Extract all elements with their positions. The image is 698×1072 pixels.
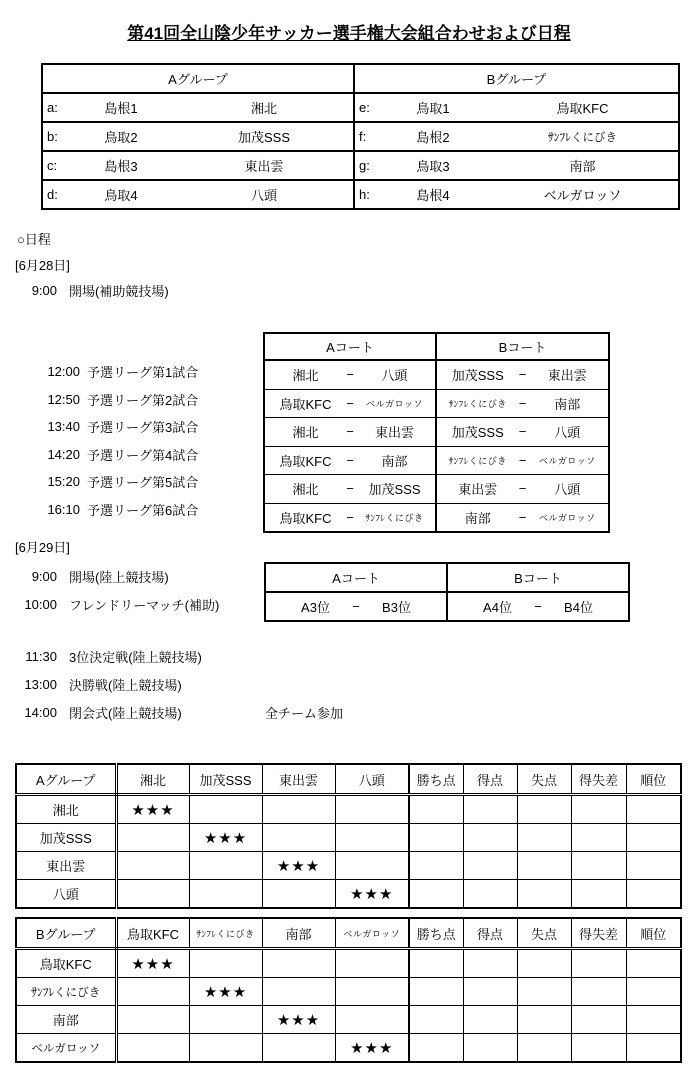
match-cell <box>436 503 609 532</box>
stars-marker: ★★★ <box>276 1011 321 1029</box>
away-team: 南部 <box>381 453 408 469</box>
empty-cell <box>262 880 335 909</box>
vs-dash: − <box>518 481 527 497</box>
third-place-line <box>17 646 202 666</box>
empty-cell <box>517 978 571 1006</box>
stars-marker: ★★★ <box>131 801 175 819</box>
empty-cell <box>517 1006 571 1034</box>
match-cell <box>436 389 609 418</box>
empty-cell <box>409 1006 463 1034</box>
match-schedule-line <box>46 413 198 440</box>
group-cell <box>42 180 354 209</box>
table-row <box>264 360 609 389</box>
empty-cell <box>335 824 409 852</box>
empty-cell <box>463 880 517 909</box>
empty-cell <box>409 795 463 824</box>
diagonal-cell <box>262 852 335 880</box>
slot-label: e: <box>359 100 370 115</box>
team-name: 湘北 <box>250 101 277 116</box>
closing-note-text: 全チーム参加 <box>265 705 344 721</box>
vs-dash: − <box>346 452 354 468</box>
match-cell <box>264 446 436 475</box>
match-cell <box>436 418 609 447</box>
empty-cell <box>116 824 189 852</box>
table-row <box>264 503 609 532</box>
diagonal-cell <box>262 1006 335 1034</box>
empty-cell <box>189 852 262 880</box>
match-schedule-line <box>46 358 198 385</box>
away-team: ベルガロッソ <box>538 512 596 523</box>
group-cell <box>42 93 354 122</box>
team-column-header: 八頭 <box>335 764 409 795</box>
time-label: 12:00 <box>47 364 80 379</box>
stat-column-header: 失点 <box>517 764 571 795</box>
empty-cell <box>189 1006 262 1034</box>
home-team: A4位 <box>483 600 512 615</box>
group-cell <box>42 151 354 180</box>
empty-cell <box>626 852 681 880</box>
empty-cell <box>189 880 262 909</box>
empty-cell <box>189 1034 262 1063</box>
empty-cell <box>335 949 409 978</box>
match-cell <box>436 446 609 475</box>
match-label: 予選リーグ第4試合 <box>87 447 199 463</box>
table-row <box>42 151 679 180</box>
home-team: A3位 <box>301 600 330 615</box>
time-label: 10:00 <box>24 596 57 612</box>
event-label: 閉会式(陸上競技場) <box>69 705 182 721</box>
team-column-header: 南部 <box>262 918 335 949</box>
match-schedule-line <box>46 441 198 468</box>
empty-cell <box>409 1034 463 1063</box>
match-cell <box>264 389 436 418</box>
vs-dash: − <box>534 599 542 614</box>
away-team: ベルガロッソ <box>538 455 596 466</box>
stat-column-header: 得失差 <box>571 918 626 949</box>
empty-cell <box>463 978 517 1006</box>
team-row-label: ベルガロッソ <box>16 1034 116 1063</box>
time-label: 12:50 <box>47 391 80 407</box>
time-label: 14:20 <box>47 446 80 462</box>
team-name: ｻﾝﾌﾚくにびき <box>548 131 617 144</box>
team-name: 八頭 <box>250 188 277 203</box>
empty-cell <box>626 949 681 978</box>
away-team: 東出雲 <box>547 368 587 384</box>
team-column-header: 加茂SSS <box>189 764 262 795</box>
slot-label: g: <box>359 158 370 173</box>
match-cell <box>264 418 436 447</box>
diagonal-cell <box>335 880 409 909</box>
table-row <box>16 852 681 880</box>
empty-cell <box>571 795 626 824</box>
empty-cell <box>626 978 681 1006</box>
team-name: 加茂SSS <box>237 130 290 145</box>
team-row-label: 八頭 <box>16 880 116 909</box>
match-schedule-line <box>46 468 198 495</box>
time-label: 13:40 <box>47 419 80 434</box>
empty-cell <box>335 852 409 880</box>
empty-cell <box>409 949 463 978</box>
empty-cell <box>463 949 517 978</box>
empty-cell <box>463 852 517 880</box>
empty-cell <box>189 949 262 978</box>
team-row-label: 湘北 <box>16 795 116 824</box>
team-name: 東出雲 <box>244 159 284 174</box>
away-team: B3位 <box>382 600 411 615</box>
home-team: 鳥取KFC <box>279 453 332 469</box>
standings-table-a <box>15 763 682 909</box>
schedule-heading <box>17 228 51 248</box>
match-label: 予選リーグ第2試合 <box>87 392 199 408</box>
team-column-header: 湘北 <box>116 764 189 795</box>
table-row <box>16 918 681 949</box>
empty-cell <box>116 1006 189 1034</box>
empty-cell <box>189 795 262 824</box>
match-label: 予選リーグ第1試合 <box>87 365 199 380</box>
stars-marker: ★★★ <box>131 955 175 973</box>
table-row <box>264 333 609 360</box>
groups-table <box>41 63 680 210</box>
table-row <box>265 563 629 592</box>
diagonal-cell <box>116 795 189 824</box>
match-schedule-line <box>46 386 198 413</box>
away-team: 八頭 <box>554 482 581 498</box>
vs-dash: − <box>518 452 527 468</box>
empty-cell <box>262 978 335 1006</box>
closing-note <box>265 702 343 722</box>
seed-label: 島根4 <box>416 188 450 203</box>
stat-column-header: 順位 <box>626 764 681 795</box>
empty-cell <box>335 795 409 824</box>
vs-dash: − <box>346 367 354 383</box>
home-team: ｻﾝﾌﾚくにびき <box>448 455 507 466</box>
group-cell <box>354 151 679 180</box>
closing-line <box>17 702 182 722</box>
slot-label: h: <box>359 187 370 202</box>
time-label: 15:20 <box>47 474 80 489</box>
team-column-header: ベルガロッソ <box>335 918 409 949</box>
home-team: 加茂SSS <box>451 368 504 384</box>
home-team: 東出雲 <box>458 482 498 498</box>
time-label: 9:00 <box>31 568 57 584</box>
team-column-header: ｻﾝﾌﾚくにびき <box>189 918 262 949</box>
empty-cell <box>262 949 335 978</box>
day2-date-text: [6月29日] <box>15 539 70 555</box>
stars-marker: ★★★ <box>203 829 248 847</box>
event-label: 3位決定戦(陸上競技場) <box>69 649 202 665</box>
vs-dash: − <box>518 424 527 440</box>
table-row <box>16 824 681 852</box>
empty-cell <box>116 978 189 1006</box>
table-row <box>16 795 681 824</box>
team-row-label: 鳥取KFC <box>16 949 116 978</box>
diagonal-cell <box>189 978 262 1006</box>
time-label: 11:30 <box>25 648 57 664</box>
seed-label: 島根3 <box>104 159 138 174</box>
match-cell <box>264 475 436 504</box>
empty-cell <box>517 1034 571 1063</box>
empty-cell <box>626 1034 681 1063</box>
group-label: Aグループ <box>16 764 116 795</box>
stars-marker: ★★★ <box>350 885 394 903</box>
empty-cell <box>262 1034 335 1063</box>
empty-cell <box>262 795 335 824</box>
empty-cell <box>517 880 571 909</box>
empty-cell <box>335 1006 409 1034</box>
empty-cell <box>116 852 189 880</box>
slot-label: b: <box>47 129 58 144</box>
empty-cell <box>626 880 681 909</box>
empty-cell <box>116 880 189 909</box>
slot-label: c: <box>47 158 58 173</box>
group-cell <box>354 180 679 209</box>
seed-label: 鳥取2 <box>104 130 138 145</box>
match-cell <box>436 475 609 504</box>
home-team: 鳥取KFC <box>279 510 332 526</box>
away-team: ベルガロッソ <box>366 398 423 409</box>
empty-cell <box>463 1034 517 1063</box>
match-cell <box>436 360 609 389</box>
vs-dash: − <box>518 395 527 411</box>
away-team: B4位 <box>564 600 593 615</box>
event-label: 開場(陸上競技場) <box>69 569 169 585</box>
table-row <box>42 64 679 93</box>
vs-dash: − <box>518 367 527 383</box>
event-label: 決勝戦(陸上競技場) <box>69 677 182 693</box>
table-row <box>42 180 679 209</box>
empty-cell <box>571 949 626 978</box>
home-team: 鳥取KFC <box>279 396 332 412</box>
team-column-header: 鳥取KFC <box>116 918 189 949</box>
match-label: 予選リーグ第3試合 <box>87 420 199 435</box>
stat-column-header: 勝ち点 <box>409 764 463 795</box>
document-title: 第41回全山陰少年サッカー選手権大会組合わせおよび日程 <box>127 24 571 43</box>
vs-dash: − <box>518 509 527 525</box>
empty-cell <box>571 852 626 880</box>
court-b-header: Bコート <box>436 333 609 360</box>
away-team: 八頭 <box>381 368 408 384</box>
vs-dash: − <box>352 599 360 614</box>
vs-dash: − <box>346 481 354 497</box>
away-team: 八頭 <box>554 425 581 441</box>
group-a-header: Aグループ <box>42 64 354 93</box>
empty-cell <box>409 824 463 852</box>
day1-date-text: [6月28日] <box>15 257 70 273</box>
empty-cell <box>571 978 626 1006</box>
match-cell <box>447 592 629 621</box>
stat-column-header: 得失差 <box>571 764 626 795</box>
empty-cell <box>571 1006 626 1034</box>
away-team: 加茂SSS <box>368 482 421 498</box>
table-row <box>264 475 609 504</box>
seed-label: 鳥取4 <box>104 188 138 203</box>
table-row <box>42 93 679 122</box>
empty-cell <box>517 949 571 978</box>
team-name: ベルガロッソ <box>543 188 622 203</box>
stat-column-header: 失点 <box>517 918 571 949</box>
empty-cell <box>335 978 409 1006</box>
diagonal-cell <box>189 824 262 852</box>
empty-cell <box>116 1034 189 1063</box>
court-a-header: Aコート <box>264 333 436 360</box>
match-cell <box>264 503 436 532</box>
team-column-header: 東出雲 <box>262 764 335 795</box>
team-row-label: 南部 <box>16 1006 116 1034</box>
match-cell <box>264 360 436 389</box>
stat-column-header: 得点 <box>463 764 517 795</box>
home-team: 南部 <box>464 510 491 526</box>
final-line <box>17 674 182 694</box>
home-team: ｻﾝﾌﾚくにびき <box>448 398 507 409</box>
standings-table-b <box>15 917 682 1063</box>
table-row <box>42 122 679 151</box>
empty-cell <box>626 824 681 852</box>
diagonal-cell <box>335 1034 409 1063</box>
vs-dash: − <box>346 509 354 525</box>
team-row-label: 加茂SSS <box>16 824 116 852</box>
table-row <box>16 1006 681 1034</box>
match-label: 予選リーグ第5試合 <box>87 475 199 490</box>
stat-column-header: 得点 <box>463 918 517 949</box>
away-team: 南部 <box>554 396 581 412</box>
day2-friendly-line <box>17 590 219 618</box>
group-cell <box>354 93 679 122</box>
table-row <box>264 389 609 418</box>
day1-opening-line <box>17 280 169 300</box>
vs-dash: − <box>346 395 354 411</box>
table-row <box>16 1034 681 1063</box>
table-row <box>16 949 681 978</box>
time-label: 16:10 <box>47 501 80 517</box>
home-team: 湘北 <box>292 482 319 498</box>
schedule-heading-text: ○日程 <box>17 231 51 247</box>
seed-label: 島根2 <box>416 130 450 145</box>
empty-cell <box>517 795 571 824</box>
court-b-header: Bコート <box>447 563 629 592</box>
away-team: 東出雲 <box>374 425 414 441</box>
stat-column-header: 順位 <box>626 918 681 949</box>
empty-cell <box>409 978 463 1006</box>
seed-label: 島根1 <box>104 101 138 116</box>
time-label: 13:00 <box>24 676 57 692</box>
empty-cell <box>626 795 681 824</box>
away-team: ｻﾝﾌﾚくにびき <box>365 512 424 523</box>
court-a-header: Aコート <box>265 563 447 592</box>
match-table-day1 <box>263 332 610 533</box>
match-label: 予選リーグ第6試合 <box>87 502 199 518</box>
group-label: Bグループ <box>16 918 116 949</box>
table-row <box>265 592 629 621</box>
stars-marker: ★★★ <box>350 1039 394 1057</box>
match-cell <box>265 592 447 621</box>
team-name: 鳥取KFC <box>556 101 609 116</box>
group-cell <box>42 122 354 151</box>
empty-cell <box>571 1034 626 1063</box>
stars-marker: ★★★ <box>203 983 248 1001</box>
stars-marker: ★★★ <box>276 857 321 875</box>
empty-cell <box>571 880 626 909</box>
day1-date <box>15 254 70 274</box>
time-label: 14:00 <box>24 704 57 720</box>
vs-dash: − <box>346 424 354 440</box>
empty-cell <box>409 880 463 909</box>
stat-column-header: 勝ち点 <box>409 918 463 949</box>
empty-cell <box>463 1006 517 1034</box>
home-team: 湘北 <box>292 425 319 441</box>
empty-cell <box>571 824 626 852</box>
slot-label: f: <box>359 129 367 144</box>
match-schedule-line <box>46 496 198 523</box>
team-name: 南部 <box>569 159 596 174</box>
empty-cell <box>626 1006 681 1034</box>
group-b-header: Bグループ <box>354 64 679 93</box>
home-team: 湘北 <box>292 368 319 384</box>
empty-cell <box>463 795 517 824</box>
empty-cell <box>463 824 517 852</box>
title-bar <box>0 19 698 44</box>
empty-cell <box>517 824 571 852</box>
friendly-table-day2 <box>264 562 630 622</box>
seed-label: 鳥取1 <box>416 101 450 116</box>
home-team: 加茂SSS <box>451 425 504 441</box>
day2-date <box>15 536 70 556</box>
empty-cell <box>409 852 463 880</box>
team-row-label: 東出雲 <box>16 852 116 880</box>
slot-label: a: <box>47 100 58 115</box>
seed-label: 鳥取3 <box>416 159 450 174</box>
diagonal-cell <box>116 949 189 978</box>
table-row <box>16 978 681 1006</box>
day2-opening-line <box>17 562 169 590</box>
table-row <box>264 446 609 475</box>
group-cell <box>354 122 679 151</box>
slot-label: d: <box>47 187 58 202</box>
event-label: フレンドリーマッチ(補助) <box>69 597 220 613</box>
table-row <box>264 418 609 447</box>
empty-cell <box>262 824 335 852</box>
event-label: 開場(補助競技場) <box>69 283 169 299</box>
empty-cell <box>517 852 571 880</box>
team-row-label: ｻﾝﾌﾚくにびき <box>16 978 116 1006</box>
table-row <box>16 880 681 909</box>
time-label: 9:00 <box>31 282 57 298</box>
table-row <box>16 764 681 795</box>
